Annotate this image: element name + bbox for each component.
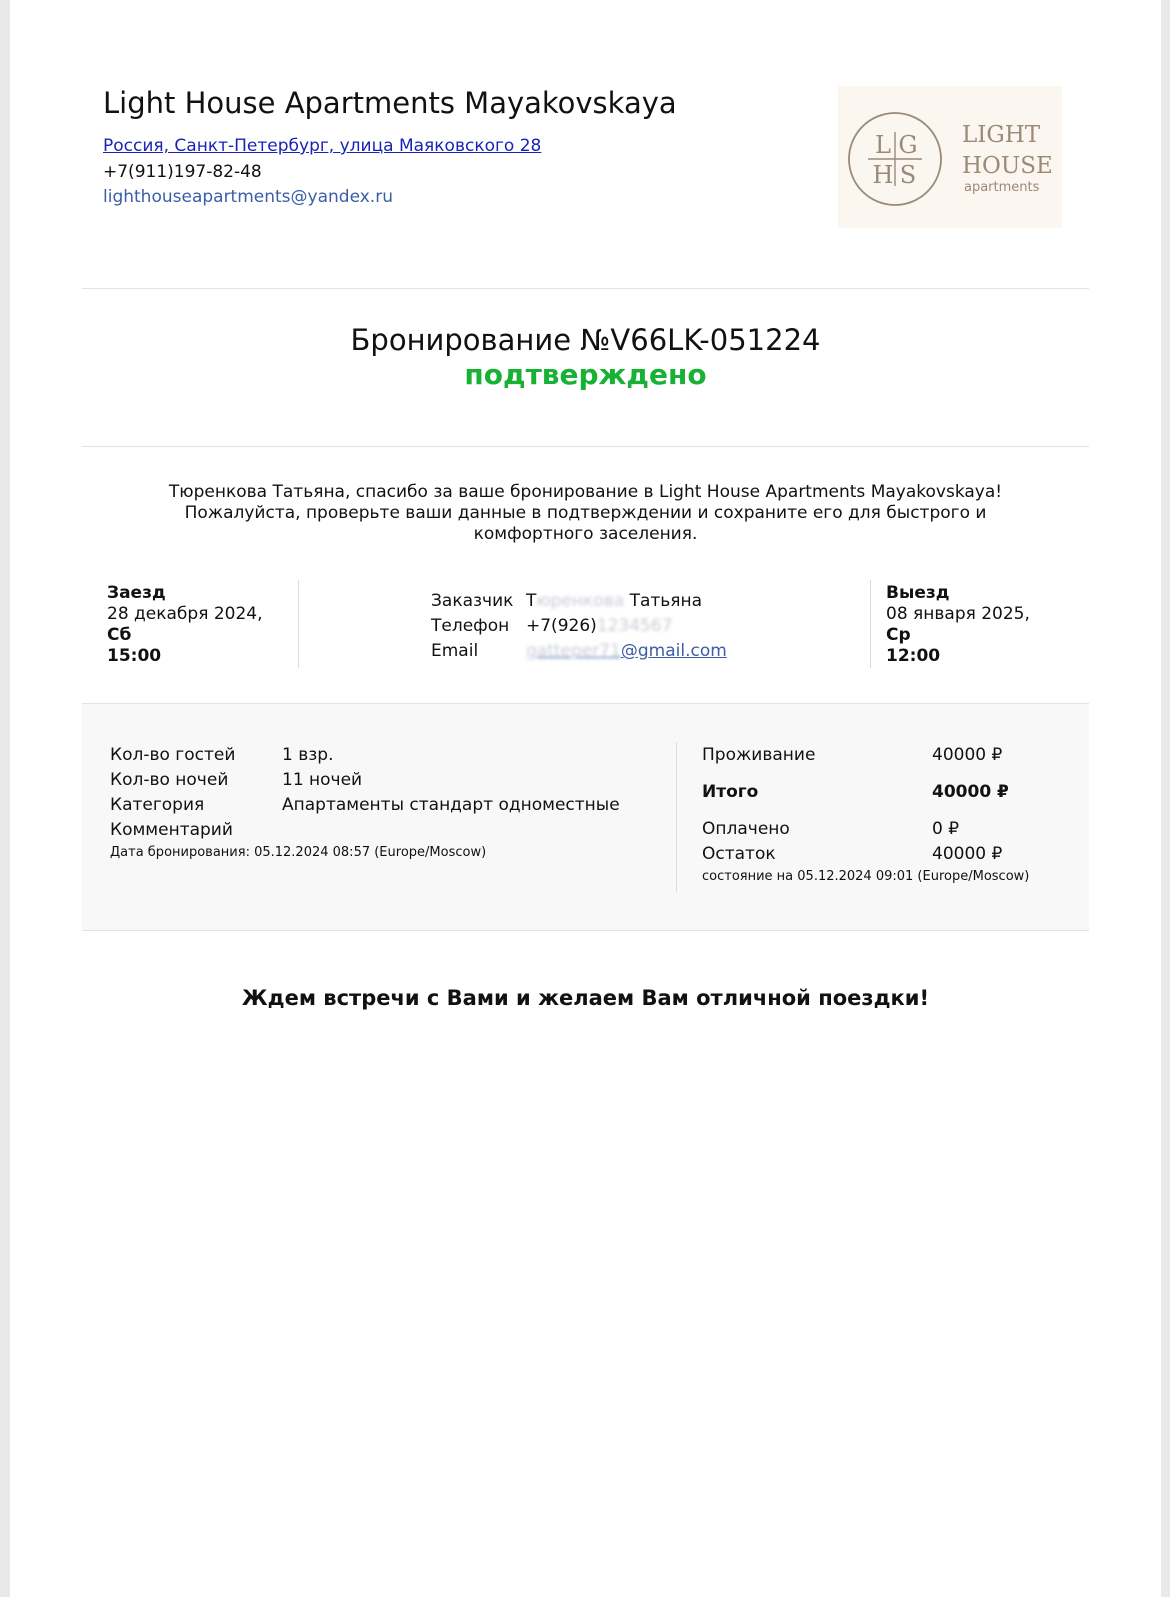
booking-title-block — [82, 322, 1089, 392]
checkout-block — [886, 583, 1076, 667]
checkout-date: 08 января 2025, — [886, 604, 1030, 624]
confirmation-page — [10, 0, 1161, 1597]
checkin-block — [107, 583, 292, 667]
thanks-message — [82, 482, 1089, 545]
checkin-date: 28 декабря 2024, — [107, 604, 263, 624]
divider — [676, 742, 677, 892]
checkin-weekday: Сб — [107, 625, 132, 645]
total-label: Итого — [702, 782, 759, 802]
thanks-line: Пожалуйста, проверьте ваши данные в подтверждении и сохраните его для быстрого и — [184, 503, 987, 523]
booking-title: Бронирование №V66LK-051224 — [350, 323, 821, 357]
customer-phone-value: +7(926)1234567 — [526, 616, 673, 636]
logo-letter-s: S — [899, 161, 917, 189]
checkin-time: 15:00 — [107, 646, 162, 666]
booking-details-panel — [82, 704, 1089, 930]
logo-letter-h: H — [872, 161, 894, 189]
paid-label: Оплачено — [702, 819, 790, 839]
redacted-text: gatteper71 — [526, 641, 621, 661]
logo-line2: HOUSE — [962, 153, 1053, 179]
checkout-time: 12:00 — [886, 646, 941, 666]
stay-cost-value: 40000 ₽ — [932, 745, 1003, 765]
redacted-text: 1234567 — [596, 616, 673, 636]
booking-status: подтверждено — [464, 358, 707, 391]
balance-row — [702, 844, 1062, 869]
customer-phone-label: Телефон — [431, 616, 510, 636]
customer-name-value: Тюренкова Татьяна — [526, 591, 703, 611]
paid-row — [702, 819, 1062, 844]
category-value: Апартаменты стандарт одноместные — [282, 795, 620, 815]
hotel-phone: +7(911)197-82-48 — [103, 162, 262, 182]
divider — [82, 288, 1089, 289]
nights-value: 11 ночей — [282, 770, 363, 790]
total-value: 40000 ₽ — [932, 782, 1009, 802]
hotel-logo — [838, 86, 1062, 228]
customer-email-label: Email — [431, 641, 479, 661]
guests-value: 1 взр. — [282, 745, 334, 765]
checkin-label: Заезд — [107, 583, 166, 603]
thanks-line: Тюренкова Татьяна, спасибо за ваше бронирование в Light House Apartments Mayakovskaya! — [168, 482, 1003, 502]
payment-details — [702, 745, 1062, 884]
comment-label: Комментарий — [110, 820, 233, 840]
nights-row — [110, 770, 486, 795]
total-row — [702, 782, 1062, 807]
divider — [82, 446, 1089, 447]
category-label: Категория — [110, 795, 205, 815]
stay-cost-row — [702, 745, 1062, 770]
category-row — [110, 795, 620, 820]
divider — [82, 930, 1089, 931]
balance-value: 40000 ₽ — [932, 844, 1003, 864]
logo-line1: LIGHT — [962, 122, 1041, 148]
checkout-label: Выезд — [886, 583, 950, 603]
guests-label: Кол-во гостей — [110, 745, 236, 765]
comment-row — [110, 820, 486, 845]
redacted-text: юренкова — [536, 591, 625, 611]
booking-date: Дата бронирования: 05.12.2024 08:57 (Europe/Moscow) — [110, 845, 487, 860]
balance-label: Остаток — [702, 844, 776, 864]
stay-cost-label: Проживание — [702, 745, 816, 765]
divider — [870, 580, 871, 668]
customer-email-link[interactable]: gatteper71@gmail.com — [526, 641, 727, 661]
checkout-weekday: Ср — [886, 625, 911, 645]
paid-value: 0 ₽ — [932, 819, 960, 839]
hotel-header — [103, 86, 1063, 236]
logo-line3: apartments — [964, 180, 1040, 195]
hotel-email-link[interactable]: lighthouseapartments@yandex.ru — [103, 187, 393, 207]
customer-name-label: Заказчик — [431, 591, 514, 611]
logo-letter-g: G — [898, 131, 918, 159]
payment-state-note: состояние на 05.12.2024 09:01 (Europe/Moscow) — [702, 869, 1030, 884]
guests-row — [110, 745, 486, 770]
thanks-line: комфортного заселения. — [473, 524, 698, 544]
stay-details — [110, 745, 620, 860]
lighthouse-logo-icon — [838, 86, 1062, 228]
logo-letter-l: L — [875, 131, 891, 159]
nights-label: Кол-во ночей — [110, 770, 229, 790]
hotel-name: Light House Apartments Mayakovskaya — [103, 86, 677, 120]
hotel-address-link[interactable]: Россия, Санкт-Петербург, улица Маяковского 28 — [103, 136, 542, 156]
divider — [298, 580, 299, 668]
farewell-message: Ждем встречи с Вами и желаем Вам отличной поездки! — [241, 986, 930, 1010]
